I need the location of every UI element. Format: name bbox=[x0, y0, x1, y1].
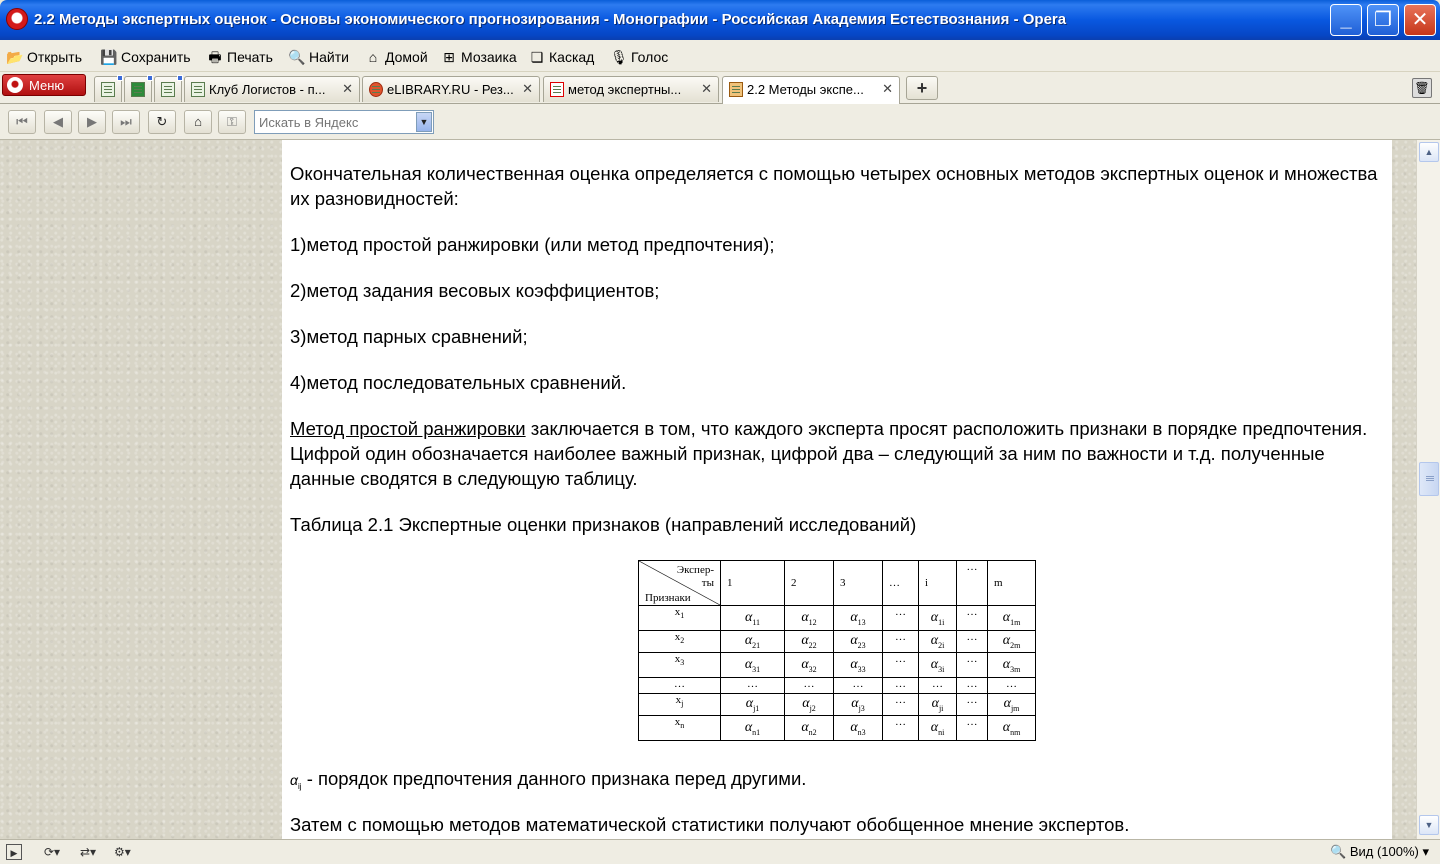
tile-button[interactable]: ⊞ Мозаика bbox=[440, 47, 517, 67]
rating-cell: $\alpha_{2i}$ bbox=[919, 631, 957, 653]
fast-forward-button[interactable] bbox=[112, 110, 140, 134]
chevron-up-icon: ▲ bbox=[1424, 147, 1434, 157]
arrow-right-icon: ▶ bbox=[87, 114, 97, 129]
opera-logo-icon[interactable] bbox=[6, 8, 28, 30]
row-label-cell: $x_1$ bbox=[639, 606, 721, 631]
row-label-cell: … bbox=[639, 678, 721, 694]
close-button[interactable] bbox=[1404, 4, 1436, 36]
rating-cell: $\alpha_{3i}$ bbox=[919, 653, 957, 678]
main-toolbar bbox=[0, 40, 1440, 72]
minimize-icon: _ bbox=[1340, 9, 1352, 31]
term-simple-ranking: Метод простой ранжировки bbox=[290, 418, 526, 439]
rating-cell: … bbox=[957, 716, 988, 741]
scroll-up-button[interactable] bbox=[1419, 142, 1439, 162]
home-nav-button[interactable] bbox=[184, 110, 212, 134]
restore-icon: ❐ bbox=[1374, 9, 1392, 31]
rating-cell: $\alpha_{11}$ bbox=[721, 606, 785, 631]
tab-close-icon[interactable]: ✕ bbox=[342, 81, 353, 96]
status-bar bbox=[0, 839, 1440, 864]
rating-cell: $\alpha_{1m}$ bbox=[988, 606, 1036, 631]
opera-icon bbox=[7, 77, 23, 93]
page-icon bbox=[191, 82, 205, 97]
folder-icon: 📂 bbox=[6, 49, 24, 65]
tile-icon: ⊞ bbox=[443, 49, 455, 65]
sync-icon[interactable]: ⟳▾ bbox=[44, 845, 61, 859]
rating-cell: … bbox=[883, 631, 919, 653]
forward-button[interactable] bbox=[78, 110, 106, 134]
unread-indicator bbox=[117, 75, 123, 81]
header-cell: i bbox=[919, 561, 957, 606]
table-row bbox=[639, 631, 1036, 653]
header-cell: 2 bbox=[785, 561, 834, 606]
rating-cell: $\alpha_{j2}$ bbox=[785, 694, 834, 716]
rating-cell: … bbox=[957, 653, 988, 678]
home-button[interactable]: ⌂ Домой bbox=[364, 47, 428, 67]
method-item-3: 3)метод парных сравнений; bbox=[290, 326, 528, 347]
settings-icon[interactable]: ⚙▾ bbox=[114, 845, 131, 859]
tab-close-icon[interactable]: ✕ bbox=[522, 81, 533, 96]
ranking-paragraph bbox=[290, 416, 1380, 491]
tab-elibrary[interactable]: eLIBRARY.RU - Рез... ✕ bbox=[362, 76, 540, 102]
scroll-thumb[interactable] bbox=[1419, 462, 1439, 496]
rating-cell: $\alpha_{2m}$ bbox=[988, 631, 1036, 653]
cascade-icon: ❏ bbox=[530, 49, 544, 65]
rating-cell: … bbox=[883, 606, 919, 631]
page-icon bbox=[161, 82, 175, 97]
home-icon: ⌂ bbox=[194, 114, 202, 129]
rating-cell: … bbox=[883, 678, 919, 694]
rating-cell: $\alpha_{3m}$ bbox=[988, 653, 1036, 678]
row-label-cell: $x_j$ bbox=[639, 694, 721, 716]
table-row bbox=[639, 678, 1036, 694]
header-cell: 3 bbox=[834, 561, 883, 606]
navigation-bar bbox=[0, 104, 1440, 140]
trash-button[interactable] bbox=[1412, 78, 1432, 98]
conclusion-paragraph: Затем с помощью методов математической статистики получают обобщенное мнение экспертов. bbox=[290, 814, 1130, 835]
tab-bar bbox=[0, 72, 1440, 104]
diagonal-header: Экспер- ты Признаки bbox=[639, 561, 720, 605]
table-corner-cell bbox=[639, 561, 721, 606]
rating-cell: … bbox=[883, 716, 919, 741]
table-row bbox=[639, 606, 1036, 631]
rating-cell: $\alpha_{j3}$ bbox=[834, 694, 883, 716]
title-bar bbox=[0, 0, 1440, 40]
turbo-icon[interactable]: ⇄▾ bbox=[80, 845, 97, 859]
tab-pinned-2[interactable] bbox=[124, 76, 152, 102]
expert-ratings-table bbox=[638, 560, 1036, 741]
unread-indicator bbox=[147, 75, 153, 81]
find-button[interactable]: 🔍 Найти bbox=[288, 49, 349, 65]
rating-cell: $\alpha_{nm}$ bbox=[988, 716, 1036, 741]
search-input[interactable] bbox=[255, 111, 413, 133]
zoom-control[interactable]: 🔍 Вид (100%) ▾ bbox=[1330, 844, 1429, 859]
cascade-button[interactable]: ❏ Каскад bbox=[528, 47, 594, 67]
table-row bbox=[639, 716, 1036, 741]
unread-indicator bbox=[177, 75, 183, 81]
tab-yandex-search[interactable]: метод экспертны... ✕ bbox=[543, 76, 719, 102]
voice-button[interactable]: 🎙 Голос bbox=[610, 49, 669, 65]
rating-cell: … bbox=[957, 631, 988, 653]
wand-button[interactable] bbox=[218, 110, 246, 134]
home-icon: ⌂ bbox=[368, 49, 378, 65]
header-cell: … bbox=[957, 561, 988, 606]
page-icon bbox=[101, 82, 115, 97]
rewind-icon: ⏮ bbox=[16, 114, 28, 129]
rating-cell: $\alpha_{n1}$ bbox=[721, 716, 785, 741]
reload-button[interactable] bbox=[148, 110, 176, 134]
rating-cell: $\alpha_{1i}$ bbox=[919, 606, 957, 631]
panel-toggle-icon[interactable]: ▶ bbox=[6, 844, 22, 860]
tab-expert-methods[interactable]: 2.2 Методы экспе... ✕ bbox=[722, 76, 900, 104]
back-button[interactable] bbox=[44, 110, 72, 134]
table-row bbox=[639, 653, 1036, 678]
magnifier-icon: 🔍 bbox=[1330, 844, 1347, 859]
legend-text: - порядок предпочтения данного признака перед другими. bbox=[306, 768, 807, 789]
reload-icon: ↻ bbox=[156, 114, 168, 129]
row-label-cell: $x_3$ bbox=[639, 653, 721, 678]
elibrary-icon bbox=[369, 82, 383, 97]
key-icon: ⚿ bbox=[227, 114, 237, 129]
rating-cell: … bbox=[785, 678, 834, 694]
rating-cell: $\alpha_{33}$ bbox=[834, 653, 883, 678]
rating-cell: … bbox=[834, 678, 883, 694]
rating-cell: … bbox=[883, 694, 919, 716]
rating-cell: $\alpha_{n2}$ bbox=[785, 716, 834, 741]
minimize-button[interactable] bbox=[1330, 4, 1362, 36]
magnifier-icon: 🔍 bbox=[288, 49, 306, 65]
tab-pinned-3[interactable] bbox=[154, 76, 182, 102]
row-label-cell: $x_n$ bbox=[639, 716, 721, 741]
rating-cell: … bbox=[988, 678, 1036, 694]
rating-cell: … bbox=[919, 678, 957, 694]
fast-forward-icon: ⏭ bbox=[120, 114, 132, 129]
rating-cell: $\alpha_{21}$ bbox=[721, 631, 785, 653]
trash-icon: 🗑 bbox=[1414, 81, 1430, 95]
rating-cell: $\alpha_{22}$ bbox=[785, 631, 834, 653]
rating-cell: $\alpha_{ji}$ bbox=[919, 694, 957, 716]
tab-logistics-club[interactable]: Клуб Логистов - п... ✕ bbox=[184, 76, 360, 102]
rating-cell: $\alpha_{23}$ bbox=[834, 631, 883, 653]
close-icon: ✕ bbox=[1411, 9, 1429, 31]
method-item-4: 4)метод последовательных сравнений. bbox=[290, 372, 627, 393]
intro-paragraph: Окончательная количественная оценка определяется с помощью четырех основных методов экспертных оценок и множества их разновидностей: bbox=[290, 163, 1378, 209]
floppy-icon: 💾 bbox=[100, 49, 118, 65]
scroll-down-button[interactable] bbox=[1419, 815, 1439, 835]
rating-cell: … bbox=[957, 694, 988, 716]
open-button[interactable]: 📂 Открыть bbox=[6, 49, 82, 65]
rating-cell: $\alpha_{n3}$ bbox=[834, 716, 883, 741]
chevron-down-icon: ▼ bbox=[1424, 820, 1434, 830]
rating-cell: $\alpha_{13}$ bbox=[834, 606, 883, 631]
maximize-button[interactable] bbox=[1367, 4, 1399, 36]
table-caption: Таблица 2.1 Экспертные оценки признаков (направлений исследований) bbox=[290, 514, 917, 535]
yandex-icon bbox=[550, 82, 564, 97]
tab-pinned-1[interactable] bbox=[94, 76, 122, 102]
header-cell: m bbox=[988, 561, 1036, 606]
opera-menu-button[interactable]: Меню bbox=[2, 74, 86, 96]
header-cell: 1 bbox=[721, 561, 785, 606]
chevron-down-icon[interactable]: ▼ bbox=[416, 112, 432, 132]
rating-cell: … bbox=[957, 678, 988, 694]
ranking-description: заключается в том, что каждого эксперта просят расположить признаки в порядке предпочтения. Цифрой один обозначается наиболее важный признак, цифрой два – следующий за ним по важности и т.д. полученные данные сводятся в следующую таблицу. bbox=[290, 418, 1368, 489]
print-button[interactable]: 🖶 Печать bbox=[206, 47, 273, 67]
table-header-row bbox=[639, 561, 1036, 606]
rating-cell: $\alpha_{jm}$ bbox=[988, 694, 1036, 716]
window-title: 2.2 Методы экспертных оценок - Основы экономического прогнозирования - Монографии - Российская Академия Естествознания - Opera bbox=[34, 11, 1067, 28]
method-item-2: 2)метод задания весовых коэффициентов; bbox=[290, 280, 660, 301]
rae-icon bbox=[729, 82, 743, 97]
printer-icon: 🖶 bbox=[208, 49, 222, 65]
header-cell: … bbox=[883, 561, 919, 606]
alpha-ij-symbol: $\alpha_{ij}$ bbox=[290, 772, 302, 791]
search-box[interactable] bbox=[254, 110, 434, 134]
page-viewport bbox=[0, 140, 1416, 839]
arrow-left-icon: ◀ bbox=[53, 114, 63, 129]
microphone-icon: 🎙 bbox=[610, 49, 628, 65]
rating-cell: $\alpha_{12}$ bbox=[785, 606, 834, 631]
save-button[interactable]: 💾 Сохранить bbox=[100, 49, 191, 65]
rating-cell: $\alpha_{32}$ bbox=[785, 653, 834, 678]
rating-cell: $\alpha_{31}$ bbox=[721, 653, 785, 678]
green-page-icon bbox=[131, 82, 145, 97]
rating-cell: … bbox=[883, 653, 919, 678]
new-tab-button[interactable] bbox=[906, 76, 938, 100]
rating-cell: $\alpha_{ni}$ bbox=[919, 716, 957, 741]
rewind-button[interactable] bbox=[8, 110, 36, 134]
rating-cell: … bbox=[957, 606, 988, 631]
rating-cell: … bbox=[721, 678, 785, 694]
article-page bbox=[282, 140, 1392, 839]
method-item-1: 1)метод простой ранжировки (или метод предпочтения); bbox=[290, 234, 775, 255]
plus-icon: + bbox=[916, 78, 928, 98]
tab-close-icon[interactable]: ✕ bbox=[701, 81, 712, 96]
rating-cell: $\alpha_{j1}$ bbox=[721, 694, 785, 716]
table-row bbox=[639, 694, 1036, 716]
vertical-scrollbar[interactable] bbox=[1416, 140, 1440, 839]
tab-close-icon[interactable]: ✕ bbox=[882, 81, 893, 96]
legend-paragraph bbox=[290, 766, 1380, 799]
row-label-cell: $x_2$ bbox=[639, 631, 721, 653]
